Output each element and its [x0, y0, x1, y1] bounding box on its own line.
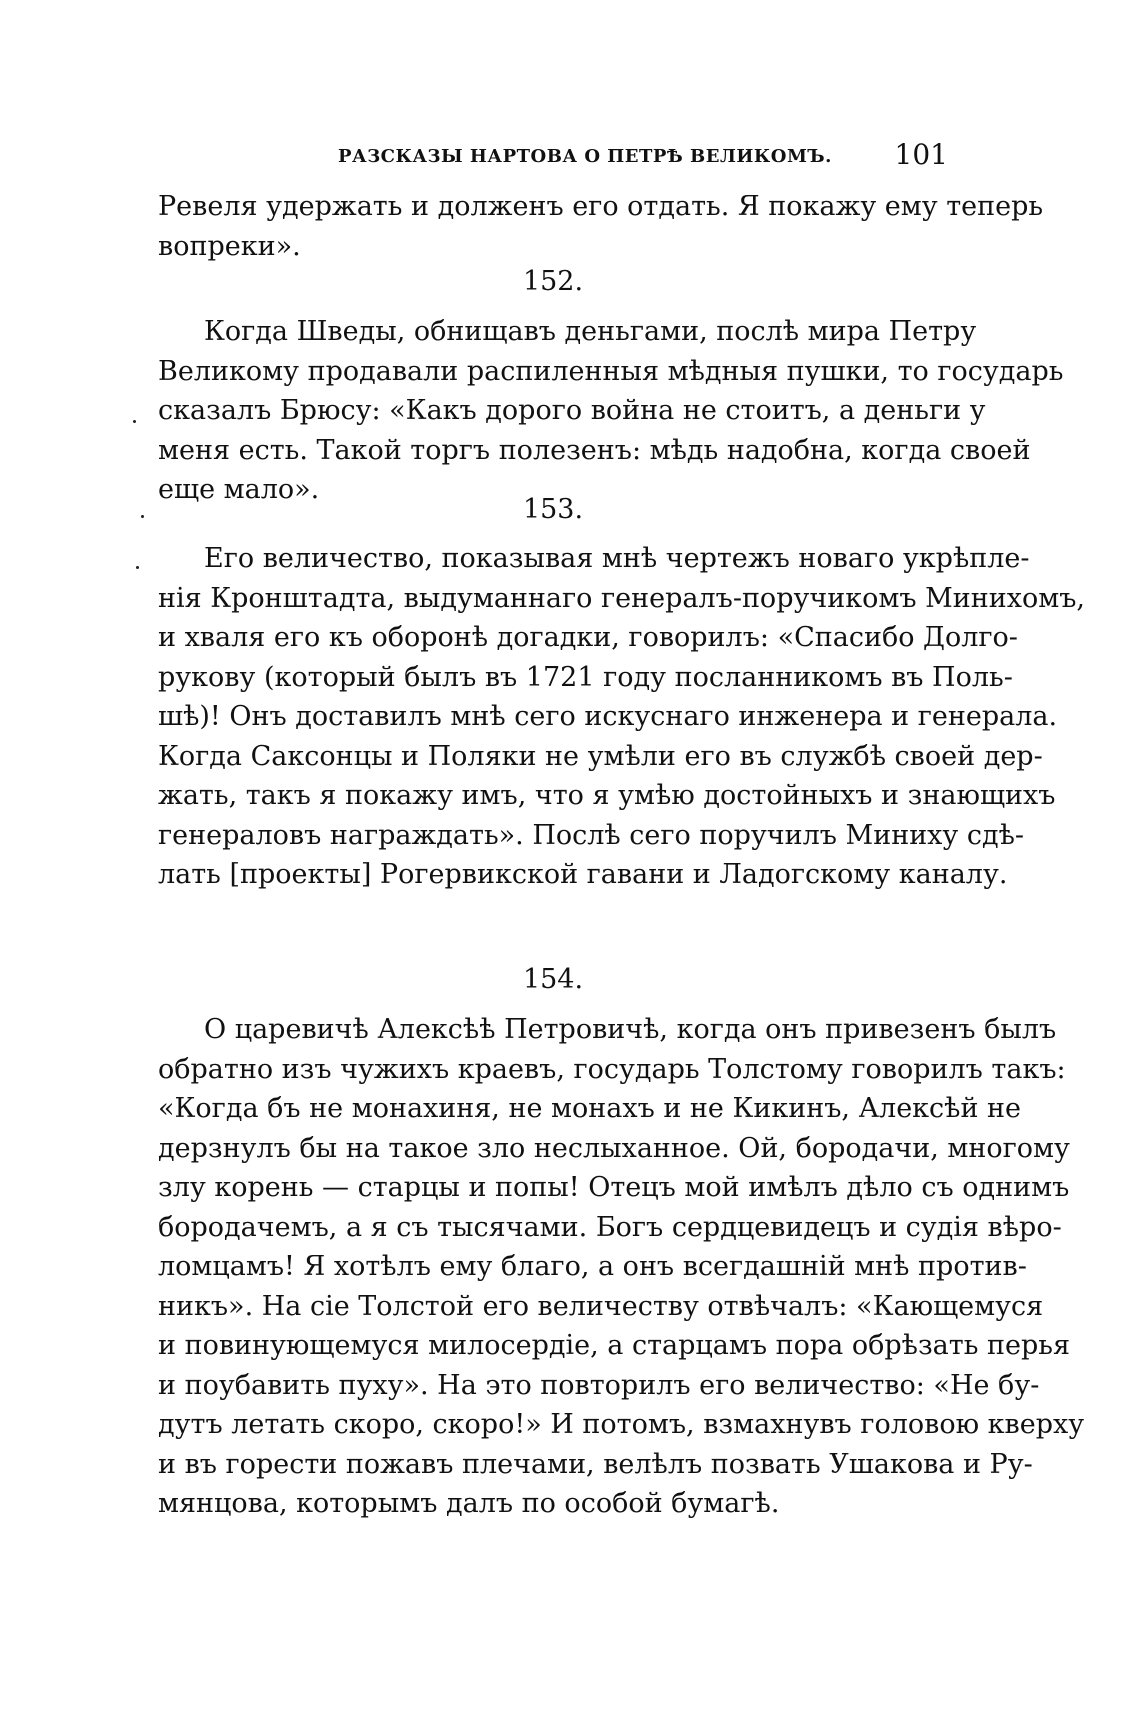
section-number-152: 152. — [522, 266, 584, 297]
text-line: дерзнулъ бы на такое зло неслыханное. Ой, бородачи, многому — [158, 1132, 1070, 1164]
scan-speck — [141, 515, 144, 518]
text-line: жать, такъ я покажу имъ, что я умѣю достойныхъ и знающихъ — [158, 780, 1056, 811]
text-line: генераловъ награждать». Послѣ сего поручилъ Миниху сдѣ- — [158, 819, 1025, 851]
section-152-paragraph — [158, 312, 1064, 510]
scan-speck — [136, 566, 139, 569]
text-line: Когда Саксонцы и Поляки не умѣли его въ службѣ своей дер- — [158, 740, 1043, 772]
text-line: Ревеля удержать и долженъ его отдать. Я покажу ему теперь — [158, 191, 1044, 222]
text-line: злу корень — старцы и попы! Отецъ мой имѣлъ дѣло съ однимъ — [158, 1172, 1070, 1203]
running-title: РАЗСКАЗЫ НАРТОВА О ПЕТРѢ ВЕЛИКОМЪ. — [338, 146, 832, 167]
section-153-paragraph — [158, 539, 1085, 895]
running-head — [158, 138, 948, 174]
text-line: Его величество, показывая мнѣ чертежъ новаго укрѣпле- — [204, 543, 1030, 574]
text-line: «Когда бъ не монахиня, не монахъ и не Кикинъ, Алексѣй не — [158, 1093, 1021, 1124]
text-line: меня есть. Такой торгъ полезенъ: мѣдь надобна, когда своей — [158, 434, 1031, 466]
text-line: и поубавить пуху». На это повторилъ его величество: «Не бу- — [158, 1369, 1040, 1401]
section-number-154: 154. — [522, 964, 584, 995]
page-number: 101 — [894, 138, 948, 171]
text-line: рукову (который былъ въ 1721 году посланникомъ въ Поль- — [158, 661, 1013, 693]
text-line: мянцова, которымъ далъ по особой бумагѣ. — [158, 1488, 780, 1519]
text-line: Когда Шведы, обнищавъ деньгами, послѣ мира Петру — [204, 316, 977, 347]
section-number-153: 153. — [522, 494, 584, 525]
text-line: еще мало». — [158, 474, 320, 505]
text-line: О царевичѣ Алексѣѣ Петровичѣ, когда онъ привезенъ былъ — [204, 1014, 1057, 1045]
text-line: ломцамъ! Я хотѣлъ ему благо, а онъ всегдашній мнѣ против- — [158, 1251, 1027, 1282]
text-line: вопреки». — [158, 230, 301, 262]
text-line: дутъ летать скоро, скоро!» И потомъ, взмахнувъ головою кверху — [158, 1409, 1085, 1440]
text-line: бородачемъ, а я съ тысячами. Богъ сердцевидецъ и судія вѣро- — [158, 1211, 1062, 1243]
text-line: и въ горести пожавъ плечами, велѣлъ позвать Ушакова и Ру- — [158, 1448, 1033, 1480]
text-line: никъ». На сіе Толстой его величеству отвѣчалъ: «Кающемуся — [158, 1290, 1044, 1322]
text-line: Великому продавали распиленныя мѣдныя пушки, то государь — [158, 355, 1064, 387]
text-line: лать [проекты] Рогервикской гавани и Ладогскому каналу. — [158, 859, 1008, 890]
text-line: сказалъ Брюсу: «Какъ дорого война не стоитъ, а деньги у — [158, 395, 986, 426]
text-line: и хваля его къ оборонѣ догадки, говорилъ: «Спасибо Долго- — [158, 622, 1018, 653]
text-line: шѣ)! Онъ доставилъ мнѣ сего искуснаго инженера и генерала. — [158, 701, 1058, 732]
text-line: нія Кронштадта, выдуманнаго генералъ-поручикомъ Минихомъ, — [158, 582, 1085, 614]
text-line: обратно изъ чужихъ краевъ, государь Толстому говорилъ такъ: — [158, 1053, 1066, 1085]
text-line: и повинующемуся милосердіе, а старцамъ пора обрѣзать перья — [158, 1330, 1070, 1361]
section-154-paragraph — [158, 1010, 1085, 1524]
scan-speck — [133, 420, 136, 423]
intro-paragraph — [158, 187, 1044, 266]
